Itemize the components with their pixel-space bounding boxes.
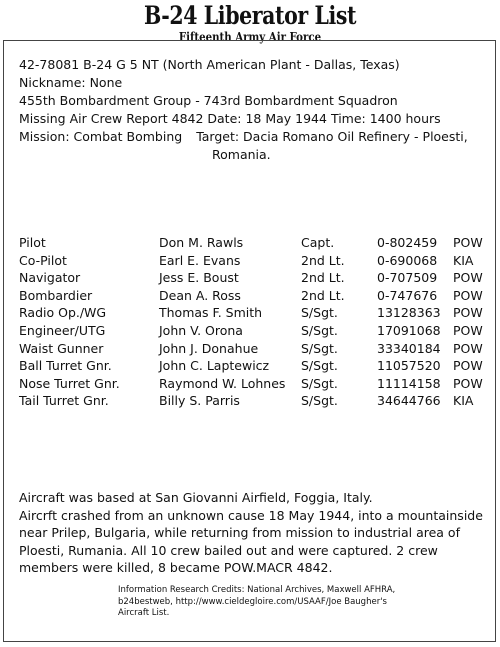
crew-status: POW xyxy=(453,235,483,250)
crew-rank: 2nd Lt. xyxy=(301,252,345,268)
crew-rank: S/Sgt. xyxy=(301,322,338,338)
credits-line: b24bestweb, http://www.cieldegloire.com/USAAF/Joe Baugher's xyxy=(118,596,387,607)
crew-name: John C. Laptewicz xyxy=(159,358,270,374)
aircraft-unit: 455th Bombardment Group - 743rd Bombardment Squadron xyxy=(19,93,398,108)
crew-position: Radio Op./WG xyxy=(19,305,107,321)
crew-row xyxy=(19,269,489,287)
crew-rank: 2nd Lt. xyxy=(301,287,345,303)
crew-list xyxy=(19,234,489,410)
narrative-line: members were killed, 8 became POW.MACR 4842. xyxy=(19,560,333,575)
mission-target: Target: Dacia Romano Oil Refinery - Ploesti, xyxy=(196,129,468,144)
mission-type: Mission: Combat Bombing xyxy=(19,129,183,144)
narrative-line: near Prilep, Bulgaria, while returning from mission to industrial area of xyxy=(19,525,460,540)
aircraft-nickname: Nickname: None xyxy=(19,75,123,90)
crew-status: POW xyxy=(453,322,483,338)
crew-position: Waist Gunner xyxy=(19,340,104,356)
crew-status: POW xyxy=(453,305,483,321)
crew-rank: S/Sgt. xyxy=(301,305,338,321)
crew-status: POW xyxy=(453,358,483,374)
crew-name: Dean A. Ross xyxy=(159,287,241,303)
credits-line: Information Research Credits: National Archives, Maxwell AFHRA, xyxy=(118,585,396,595)
crew-name: Raymond W. Lohnes xyxy=(159,375,286,391)
crew-position: Pilot xyxy=(19,235,46,250)
crew-serial: 13128363 xyxy=(377,305,441,321)
crew-row xyxy=(19,252,489,270)
crew-rank: S/Sgt. xyxy=(301,358,338,374)
narrative-line: Aircraft was based at San Giovanni Airfield, Foggia, Italy. xyxy=(19,490,373,505)
crew-row xyxy=(19,304,489,322)
narrative xyxy=(19,489,489,577)
aircraft-serial-line: 42-78081 B-24 G 5 NT (North American Plant - Dallas, Texas) xyxy=(19,57,400,72)
crew-row xyxy=(19,287,489,305)
crew-position: Nose Turret Gnr. xyxy=(19,375,120,391)
credits-line: Aircraft List. xyxy=(118,608,170,618)
crew-position: Navigator xyxy=(19,270,81,286)
narrative-line: Aircrft crashed from an unknown cause 18 May 1944, into a mountainside xyxy=(19,507,483,523)
crew-row xyxy=(19,375,489,393)
crew-row xyxy=(19,340,489,358)
crew-rank: 2nd Lt. xyxy=(301,270,345,286)
crew-rank: S/Sgt. xyxy=(301,340,338,356)
research-credits xyxy=(118,585,418,620)
crew-name: Earl E. Evans xyxy=(159,252,241,268)
mission-target-continued: Romania. xyxy=(212,147,271,162)
crew-row xyxy=(19,234,489,252)
crew-position: Engineer/UTG xyxy=(19,322,106,338)
crew-rank: Capt. xyxy=(301,235,335,250)
narrative-line: Ploesti, Rumania. All 10 crew bailed out and were captured. 2 crew xyxy=(19,542,438,558)
crew-status: POW xyxy=(453,270,483,286)
crew-serial: 11057520 xyxy=(377,358,441,374)
crew-serial: 34644766 xyxy=(377,393,441,409)
crew-serial: 0-690068 xyxy=(377,252,438,268)
crew-name: Billy S. Parris xyxy=(159,393,240,409)
crew-status: KIA xyxy=(453,393,474,409)
crew-status: POW xyxy=(453,375,483,391)
crew-position: Bombardier xyxy=(19,287,93,303)
crew-position: Tail Turret Gnr. xyxy=(19,393,109,409)
crew-serial: 33340184 xyxy=(377,340,441,356)
aircraft-macr: Missing Air Crew Report 4842 Date: 18 May 1944 Time: 1400 hours xyxy=(19,111,441,126)
crew-position: Ball Turret Gnr. xyxy=(19,358,112,374)
crew-rank: S/Sgt. xyxy=(301,375,338,391)
crew-rank: S/Sgt. xyxy=(301,393,338,409)
crew-serial: 0-747676 xyxy=(377,287,438,303)
crew-name: John J. Donahue xyxy=(159,340,259,356)
crew-row xyxy=(19,392,489,410)
crew-row xyxy=(19,357,489,375)
crew-serial: 17091068 xyxy=(377,322,441,338)
crew-name: Jess E. Boust xyxy=(159,270,239,286)
crew-serial: 0-802459 xyxy=(377,235,438,250)
aircraft-info xyxy=(19,56,489,164)
crew-serial: 11114158 xyxy=(377,375,441,391)
crew-status: POW xyxy=(453,340,483,356)
mission-row xyxy=(19,128,489,146)
crew-position: Co-Pilot xyxy=(19,252,67,268)
crew-name: Don M. Rawls xyxy=(159,235,244,250)
crew-serial: 0-707509 xyxy=(377,270,438,286)
page-subtitle: Fifteenth Army Air Force xyxy=(178,30,322,44)
page-title: B-24 Liberator List xyxy=(143,1,357,30)
crew-name: Thomas F. Smith xyxy=(159,305,263,321)
crew-name: John V. Orona xyxy=(159,322,243,338)
crew-status: KIA xyxy=(453,252,474,268)
crew-status: POW xyxy=(453,287,483,303)
crew-row xyxy=(19,322,489,340)
